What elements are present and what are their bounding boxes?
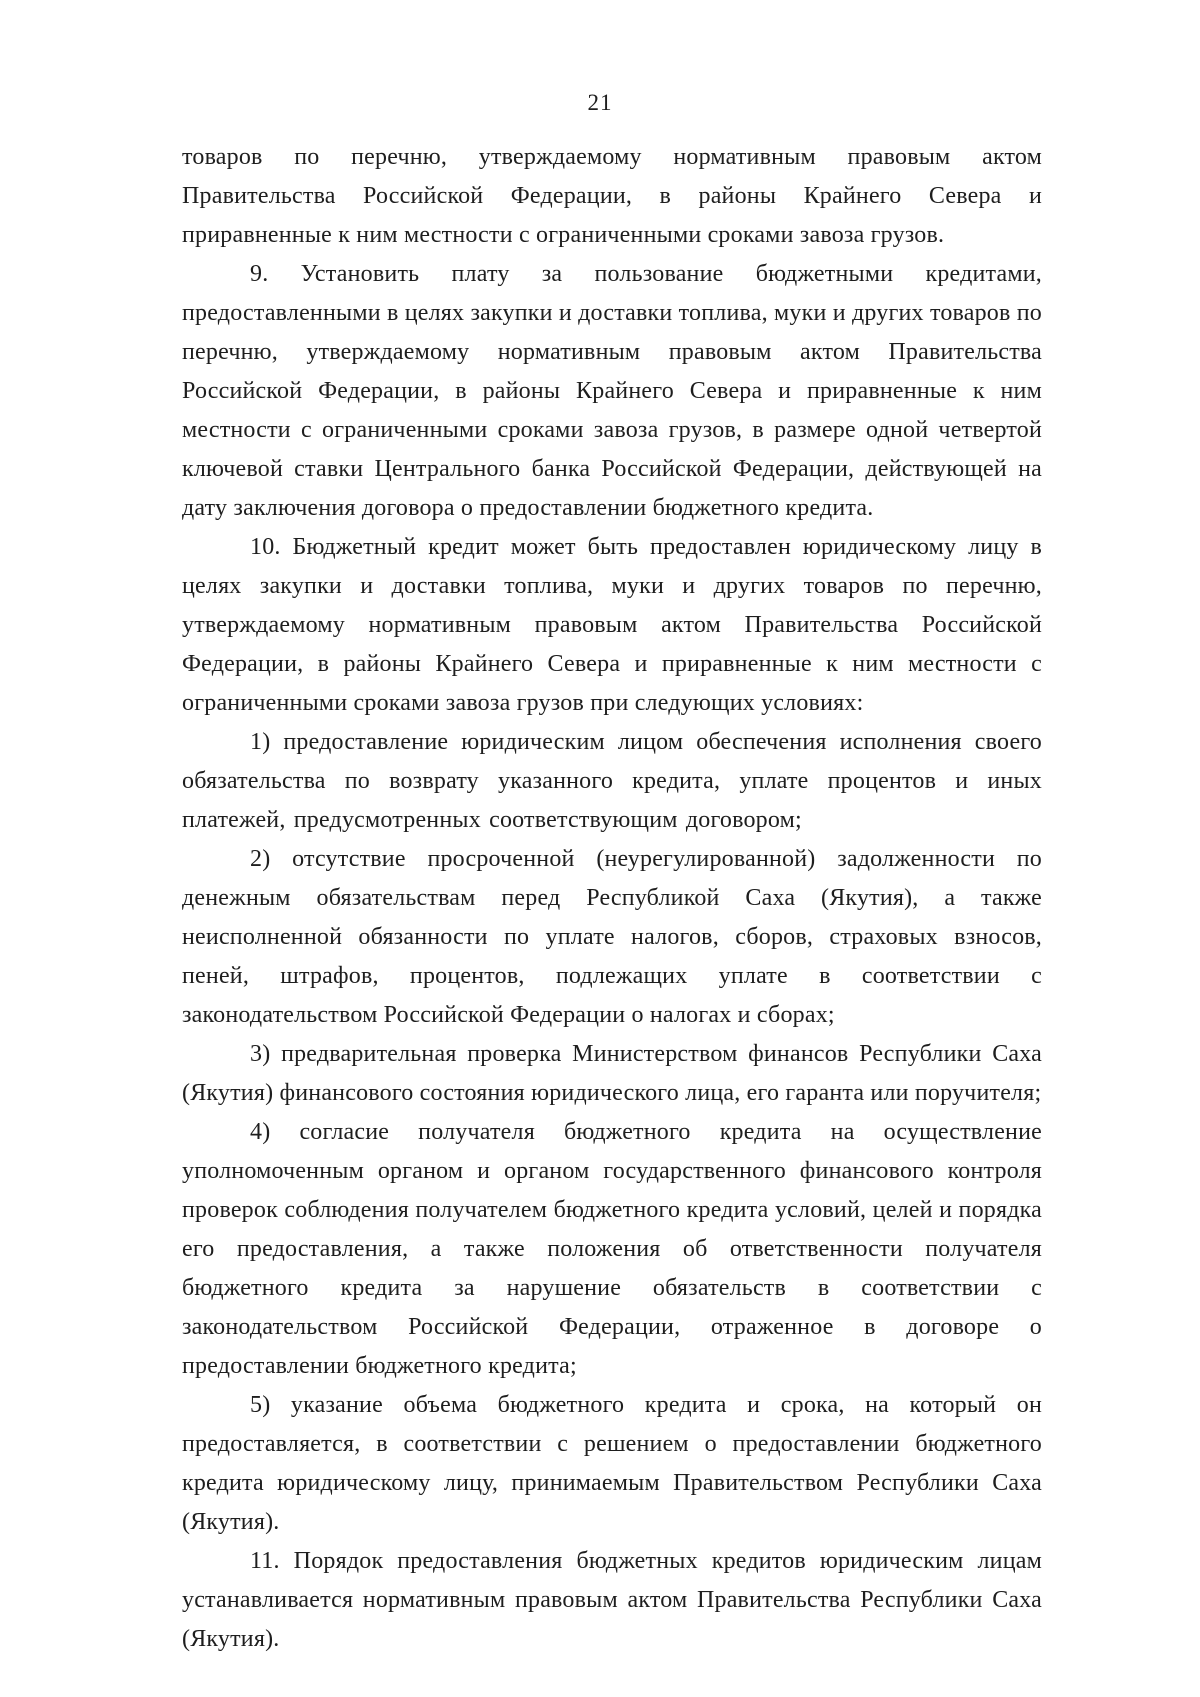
paragraph-condition-2: 2) отсутствие просроченной (неурегулированной) задолженности по денежным обязательствам перед Республикой Саха (Якутия), а также неисполненной обязанности по уплате налогов, сборов, страховых взносов, пеней, штрафов, процентов, подлежащих уплате в соответствии с законодательством Российской Федерации о налогах и сборах; (182, 846, 1042, 1028)
paragraph-item-11: 11. Порядок предоставления бюджетных кредитов юридическим лицам устанавливается нормативным правовым актом Правительства Республики Саха (Якутия). (182, 1548, 1042, 1652)
document-body (182, 138, 1042, 1659)
paragraph-condition-3: 3) предварительная проверка Министерством финансов Республики Саха (Якутия) финансового состояния юридического лица, его гаранта или поручителя; (182, 1041, 1042, 1106)
paragraph-condition-4: 4) согласие получателя бюджетного кредита на осуществление уполномоченным органом и органом государственного финансового контроля проверок соблюдения получателем бюджетного кредита условий, целей и порядка его предоставления, а также положения об ответственности получателя бюджетного кредита за нарушение обязательств в соответствии с законодательством Российской Федерации, отраженное в договоре о предоставлении бюджетного кредита; (182, 1119, 1042, 1379)
paragraph-condition-1: 1) предоставление юридическим лицом обеспечения исполнения своего обязательства по возврату указанного кредита, уплате процентов и иных платежей, предусмотренных соответствующим договором; (182, 729, 1042, 833)
page-number: 21 (587, 90, 613, 115)
paragraph-condition-5: 5) указание объема бюджетного кредита и срока, на который он предоставляется, в соответствии с решением о предоставлении бюджетного кредита юридическому лицу, принимаемым Правительством Республики Саха (Якутия). (182, 1392, 1042, 1535)
paragraph-item-10: 10. Бюджетный кредит может быть предоставлен юридическому лицу в целях закупки и доставки топлива, муки и других товаров по перечню, утверждаемому нормативным правовым актом Правительства Российской Федерации, в районы Крайнего Севера и приравненные к ним местности с ограниченными сроками завоза грузов при следующих условиях: (182, 534, 1042, 716)
paragraph-item-9: 9. Установить плату за пользование бюджетными кредитами, предоставленными в целях закупки и доставки топлива, муки и других товаров по перечню, утверждаемому нормативным правовым актом Правительства Российской Федерации, в районы Крайнего Севера и приравненные к ним местности с ограниченными сроками завоза грузов, в размере одной четвертой ключевой ставки Центрального банка Российской Федерации, действующей на дату заключения договора о предоставлении бюджетного кредита. (182, 261, 1042, 521)
paragraph-continuation: товаров по перечню, утверждаемому нормативным правовым актом Правительства Российской Федерации, в районы Крайнего Севера и приравненные к ним местности с ограниченными сроками завоза грузов. (182, 144, 1042, 248)
